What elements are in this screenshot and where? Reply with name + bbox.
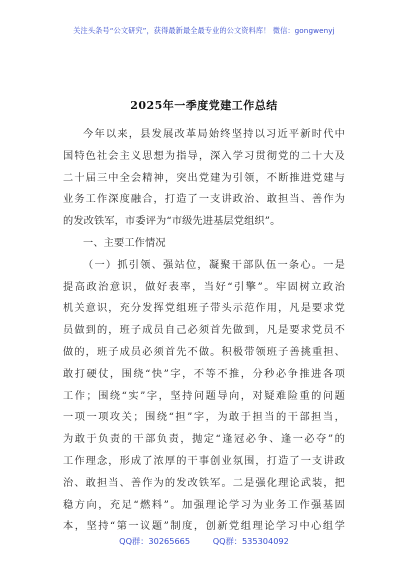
body-line: 为敢于负责的干部负责，抛定“逢冠必争、逢一必夺”的 [63, 434, 345, 446]
body-line: 本，坚持“第一议题”制度，创新党组理论学习中心组学 [63, 521, 345, 533]
body-line: 工作；围绕“实”字，坚持问题导向，对疑难险重的问题 [63, 390, 345, 402]
page-footer [0, 536, 408, 547]
body-line: 员做到的，班子成员自己必须首先做到，凡是要求党员不 [63, 325, 345, 337]
body-line: 提高政治意识，做好表率，当好“引擎”。牢固树立政治 [63, 281, 345, 293]
body-line: 二十届三中全会精神，突出党建为引领，不断推进党建与 [63, 172, 345, 184]
footer-qq-group-2: QQ群：535304092 [212, 536, 289, 546]
body-line: 做的，班子成员必须首先不做。积极带领班子善挑重担、 [63, 346, 345, 358]
body-line: 稳方向，充足“燃料”。加强理论学习为业务工作强基固 [63, 499, 345, 511]
document-title: 2025年一季度党建工作总结 [130, 99, 278, 112]
body-line: 治、敢担当、善作为的发改铁军。二是强化理论武装，把 [63, 477, 345, 489]
body-line: 国特色社会主义思想为指导，深入学习贯彻党的二十大及 [63, 150, 345, 162]
footer-qq-group-1: QQ群：30265665 [119, 536, 191, 546]
body-line: 敢打硬仗，围绕“快”字，不等不推，分秒必争推进各项 [63, 368, 345, 380]
page-header-banner: 关注头条号“公文研究”，获得最新最全最专业的公文资料库！ 微信：gongwenyj [73, 26, 335, 35]
document-body [63, 124, 345, 538]
body-line: 工作理念，形成了浓厚的干事创业氛围，打造了一支讲政 [63, 455, 345, 467]
section-heading: 一、主要工作情况 [83, 237, 166, 249]
body-line: 业务工作深度融合，打造了一支讲政治、敢担当、善作为 [63, 194, 345, 206]
body-line: 今年以来，县发展改革局始终坚持以习近平新时代中 [83, 129, 345, 140]
body-line: 机关意识，充分发挥党组班子带头示范作用，凡是要求党 [63, 303, 345, 315]
body-line: 一项一项攻关；围绕“担”字，为敢于担当的干部担当， [63, 412, 345, 424]
body-line: 的发改铁军，市委评为“市级先进基层党组织”。 [63, 216, 281, 228]
body-line: （一）抓引领、强站位，凝聚干部队伍一条心。一是 [83, 259, 345, 271]
